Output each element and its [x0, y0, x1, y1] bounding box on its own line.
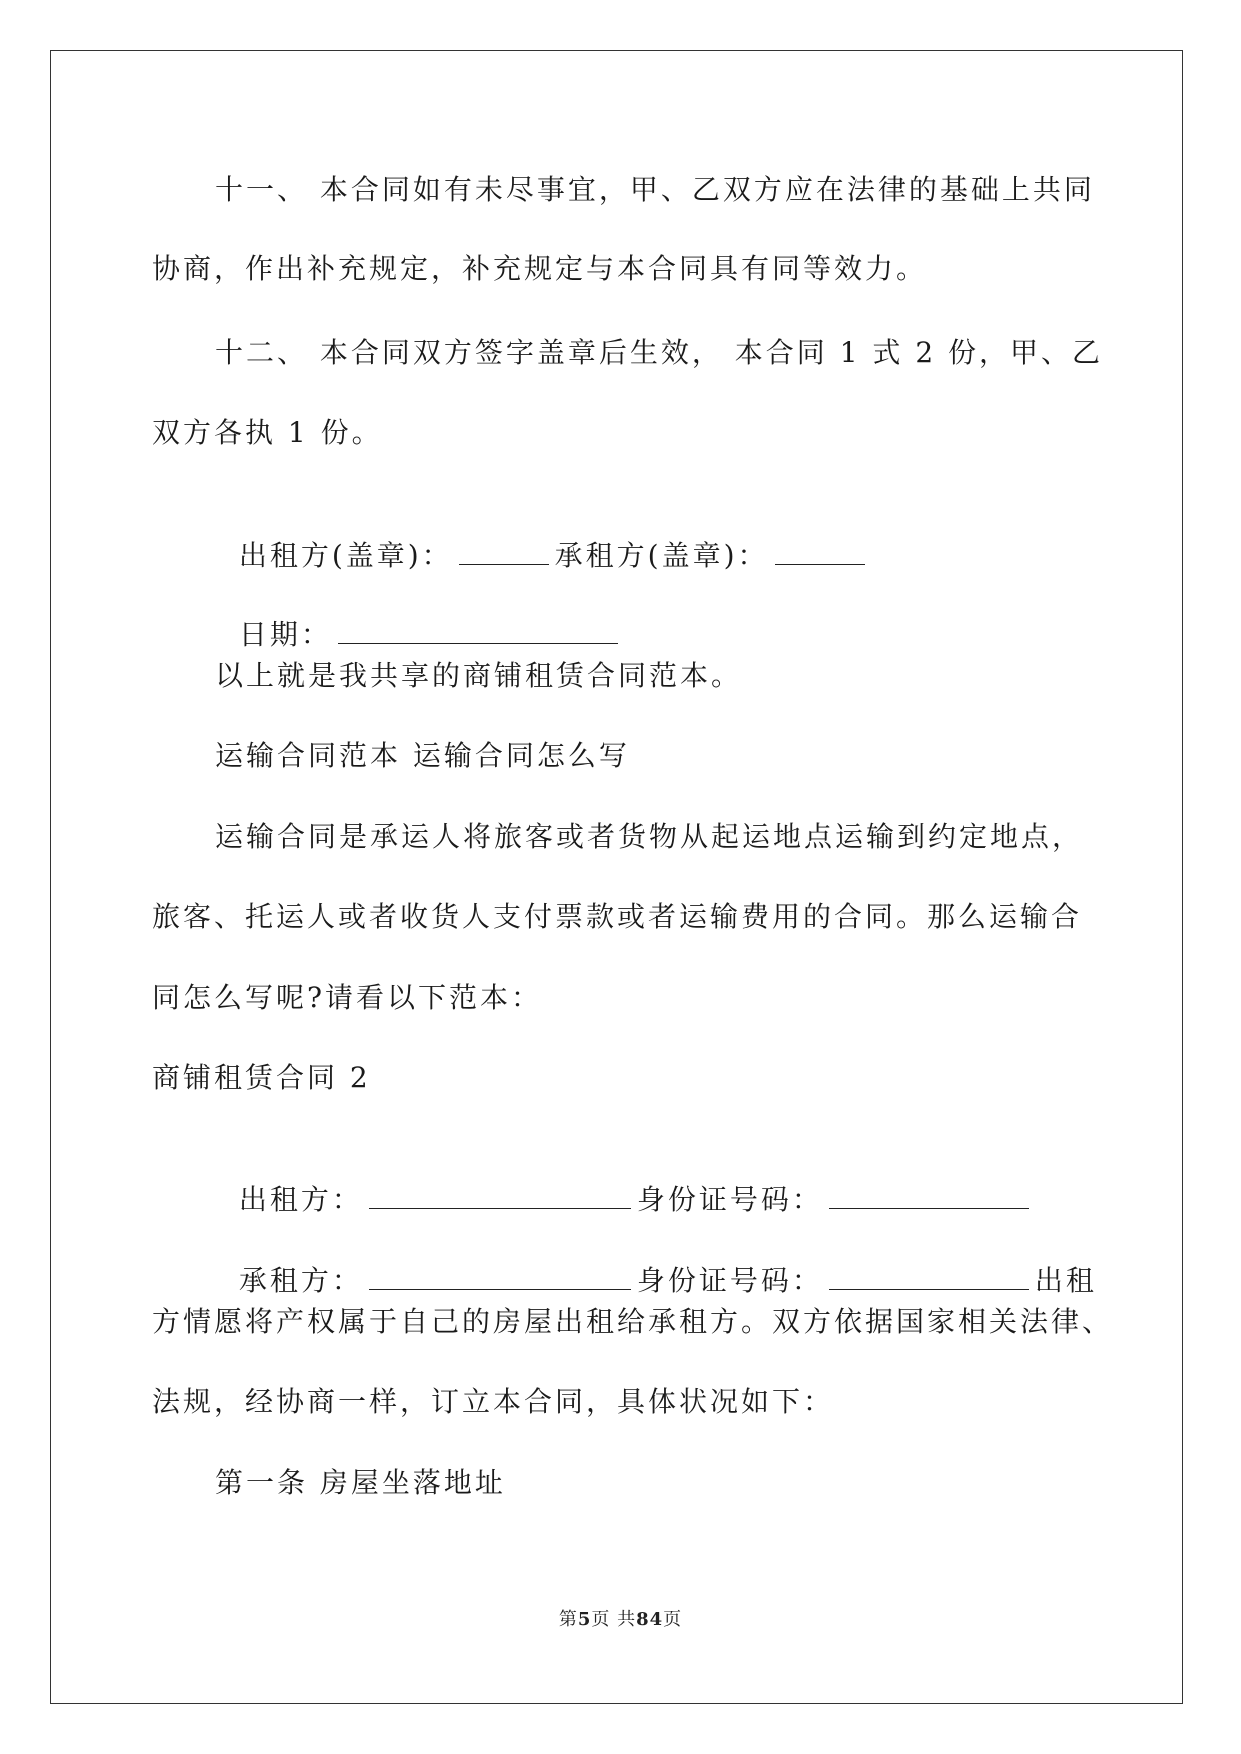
lessor-row	[215, 1140, 1035, 1220]
footer-middle: 页 共	[591, 1609, 637, 1630]
lessee-trailing-text: 出租	[1034, 1264, 1097, 1297]
footer-prefix: 第	[558, 1609, 578, 1630]
date-blank	[338, 615, 618, 644]
contract-2-heading: 商铺租赁合同 2	[152, 1061, 371, 1094]
lease-para-line-2: 法规，经协商一样，订立本合同，具体状况如下：	[152, 1385, 835, 1418]
transport-para-line-2: 旅客、托运人或者收货人支付票款或者运输费用的合同。那么运输合	[152, 900, 1083, 933]
lessor-name-blank	[369, 1180, 631, 1209]
lessee-id-label: 身份证号码：	[636, 1264, 823, 1297]
lessor-id-blank	[829, 1180, 1029, 1209]
lessor-seal-blank	[459, 536, 549, 565]
clause-11-line-1: 十一、 本合同如有未尽事宜，甲、乙双方应在法律的基础上共同	[215, 173, 1095, 206]
footer-total-pages: 84	[636, 1609, 664, 1630]
clause-11-line-2: 协商，作出补充规定，补充规定与本合同具有同等效力。	[152, 252, 928, 285]
transport-para-line-3: 同怎么写呢?请看以下范本：	[152, 981, 543, 1014]
transport-heading: 运输合同范本 运输合同怎么写	[215, 739, 630, 772]
signature-row	[215, 496, 871, 576]
page-footer	[0, 1608, 1241, 1632]
date-row	[215, 575, 624, 655]
lessee-label: 承租方：	[238, 1264, 363, 1297]
page-border	[50, 50, 1183, 1704]
date-label: 日期：	[238, 618, 332, 651]
lessor-id-label: 身份证号码：	[636, 1183, 823, 1216]
transport-para-line-1: 运输合同是承运人将旅客或者货物从起运地点运输到约定地点，	[215, 820, 1084, 853]
lessee-name-blank	[369, 1261, 631, 1290]
lessor-label: 出租方：	[238, 1183, 363, 1216]
lessee-row	[215, 1221, 1097, 1301]
lessee-seal-label: 承租方(盖章)：	[554, 539, 769, 572]
lessor-seal-label: 出租方(盖章)：	[238, 539, 453, 572]
article-1-heading: 第一条 房屋坐落地址	[215, 1466, 506, 1499]
closing-line: 以上就是我共享的商铺租赁合同范本。	[215, 659, 743, 692]
footer-suffix: 页	[663, 1609, 683, 1630]
clause-12-line-2: 双方各执 1 份。	[152, 416, 383, 449]
footer-page-number: 5	[577, 1609, 592, 1630]
clause-12-line-1: 十二、 本合同双方签字盖章后生效， 本合同 1 式 2 份，甲、乙	[215, 336, 1104, 369]
lessee-id-blank	[829, 1261, 1029, 1290]
lease-para-line-1: 方情愿将产权属于自己的房屋出租给承租方。双方依据国家相关法律、	[152, 1305, 1114, 1338]
lessee-seal-blank	[775, 536, 865, 565]
